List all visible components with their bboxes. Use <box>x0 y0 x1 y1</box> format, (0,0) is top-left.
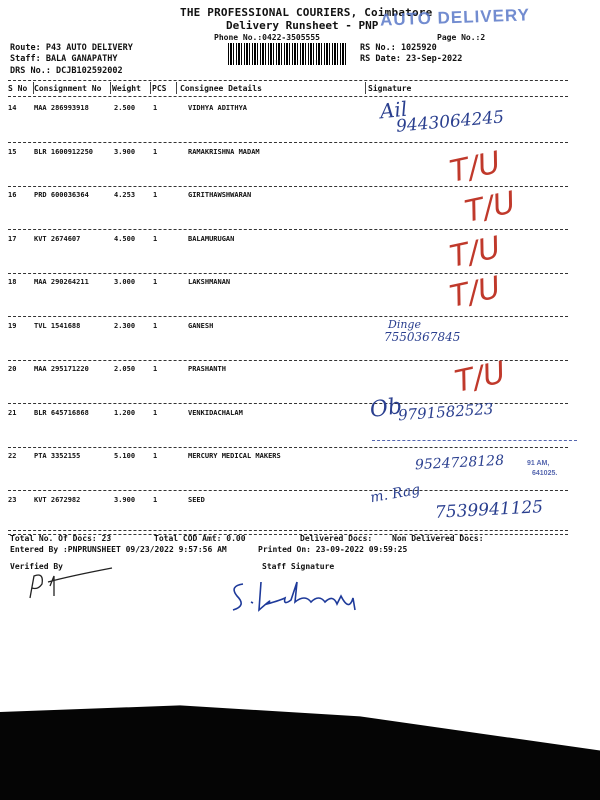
cell-consignment: MAA 286993918 <box>34 104 89 112</box>
cell-pcs: 1 <box>153 495 158 504</box>
mercury-medical-stamp: 91 AM, 641025. <box>372 438 582 484</box>
header-rule-bottom <box>8 96 568 97</box>
cell-consignee: RAMAKRISHNA MADAM <box>188 147 260 156</box>
cell-sno: 22 <box>8 452 17 460</box>
signature-row-19: Dinge <box>388 318 421 331</box>
cell-consignee: GANESH <box>188 321 214 330</box>
phone-sig-21: 9791582523 <box>397 399 494 425</box>
verified-by-label: Verified By <box>10 562 63 571</box>
cell-sno: 23 <box>8 495 17 504</box>
cell-consignment: BLR 1600912250 <box>34 147 94 156</box>
cell-consignment: PTA 3352155 <box>34 452 81 460</box>
row-separator <box>8 229 568 230</box>
tlu-mark-15: T/U <box>446 145 504 190</box>
row-separator <box>8 186 568 187</box>
cell-sno: 20 <box>8 365 17 373</box>
cell-sno: 16 <box>8 191 17 199</box>
verifier-signature <box>20 566 120 606</box>
cell-sno: 15 <box>8 147 17 156</box>
staff-signature-mark <box>225 572 375 617</box>
signature-row-23: m. Rag <box>368 481 422 507</box>
cell-consignment: BLR 645716868 <box>34 408 89 417</box>
delivered-docs: Delivered Docs: <box>300 534 373 543</box>
auto-delivery-stamp: AUTO DELIVERY <box>379 5 531 30</box>
cell-sno: 14 <box>8 104 17 112</box>
table-header <box>8 84 568 96</box>
printed-on: Printed On: 23-09-2022 09:59:25 <box>258 545 408 554</box>
tlu-mark-20: T/U <box>451 355 509 400</box>
cell-consignee: PRASHANTH <box>188 365 226 373</box>
cell-pcs: 1 <box>153 408 158 417</box>
cell-consignee: VENKIDACHALAM <box>188 408 243 417</box>
staff-label: Staff: BALA GANAPATHY <box>10 54 118 64</box>
cell-weight: 3.900 <box>114 147 136 156</box>
cell-weight: 2.300 <box>114 321 136 330</box>
cell-sno: 19 <box>8 321 17 330</box>
non-delivered-docs: Non Delivered Docs: <box>392 534 484 543</box>
total-cod: Total COD Amt: 0.00 <box>154 534 246 543</box>
cell-sno: 18 <box>8 278 17 286</box>
phone-sig-19: 7550367845 <box>384 330 461 344</box>
cell-consignment: KVT 2672982 <box>34 495 81 504</box>
entered-by: Entered By :PNPRUNSHEET 09/23/2022 9:57:56 AM <box>10 545 227 554</box>
cell-sno: 21 <box>8 408 17 417</box>
cell-pcs: 1 <box>153 365 158 373</box>
row-separator <box>8 142 568 143</box>
cell-weight: 4.500 <box>114 234 136 243</box>
cell-consignment: PRD 600036364 <box>34 191 89 199</box>
staff-signature-label: Staff Signature <box>262 562 335 571</box>
cell-pcs: 1 <box>153 191 158 199</box>
cell-weight: 1.200 <box>114 408 136 417</box>
cell-weight: 2.050 <box>114 365 136 373</box>
company-title: THE PROFESSIONAL COURIERS, Coimbatore <box>180 6 433 19</box>
cell-consignee: BALAMURUGAN <box>188 234 235 243</box>
cell-weight: 2.500 <box>114 104 136 112</box>
signature-row-14: Ail <box>378 96 409 124</box>
header-rule-top <box>8 80 568 81</box>
route-label: Route: P43 AUTO DELIVERY <box>10 43 133 53</box>
col-pcs: PCS <box>152 84 167 93</box>
cell-consignee: MERCURY MEDICAL MAKERS <box>188 452 281 460</box>
cell-consignee: VIDHYA ADITHYA <box>188 104 248 112</box>
cell-consignee: LAKSHMANAN <box>188 278 231 286</box>
cell-consignment: KVT 2674607 <box>34 234 81 243</box>
rs-number: RS No.: 1025920 <box>360 43 437 53</box>
cell-pcs: 1 <box>153 147 158 156</box>
cell-consignee: GIRITHAWSHWARAN <box>188 191 252 199</box>
cell-consignee: SEED <box>188 495 205 504</box>
phone-number: Phone No.:0422-3505555 <box>214 33 320 42</box>
tlu-mark-18: T/U <box>446 270 504 315</box>
row-separator <box>8 490 568 491</box>
phone-sig-22: 9524728128 <box>414 452 505 474</box>
scan-shadow <box>0 690 600 800</box>
tlu-mark-17: T/U <box>446 230 504 275</box>
cell-sno: 17 <box>8 234 17 243</box>
cell-pcs: 1 <box>153 278 158 286</box>
cell-weight: 4.253 <box>114 191 136 199</box>
cell-consignment: TVL 1541688 <box>34 321 81 330</box>
barcode-icon <box>228 43 346 65</box>
cell-weight: 5.100 <box>114 452 136 460</box>
phone-sig-14: 9443064245 <box>395 107 505 137</box>
col-consignee: Consignee Details <box>180 84 262 93</box>
col-sno: S No <box>8 84 28 93</box>
cell-weight: 3.900 <box>114 495 136 504</box>
signature-row-21: Ob <box>368 393 404 424</box>
cell-consignment: MAA 290264211 <box>34 278 89 286</box>
col-consignment: Consignment No <box>34 84 102 93</box>
cell-pcs: 1 <box>153 234 158 243</box>
col-weight: Weight <box>112 84 141 93</box>
cell-weight: 3.000 <box>114 278 136 286</box>
tlu-mark-16: T/U <box>461 185 519 230</box>
cell-pcs: 1 <box>153 104 158 112</box>
cell-pcs: 1 <box>153 321 158 330</box>
total-docs: Total No. Of Docs: 23 <box>10 534 112 543</box>
row-separator <box>8 316 568 317</box>
document-title: Delivery Runsheet - PNP <box>226 19 379 32</box>
col-signature: Signature <box>368 84 412 93</box>
cell-pcs: 1 <box>153 452 158 460</box>
phone-sig-23: 7539941125 <box>434 497 544 523</box>
page-number: Page No.:2 <box>437 33 486 42</box>
footer-rule <box>8 530 568 531</box>
rs-date: RS Date: 23-Sep-2022 <box>360 54 463 64</box>
drs-number: DRS No.: DCJB102592002 <box>10 66 123 76</box>
cell-consignment: MAA 295171220 <box>34 365 89 373</box>
